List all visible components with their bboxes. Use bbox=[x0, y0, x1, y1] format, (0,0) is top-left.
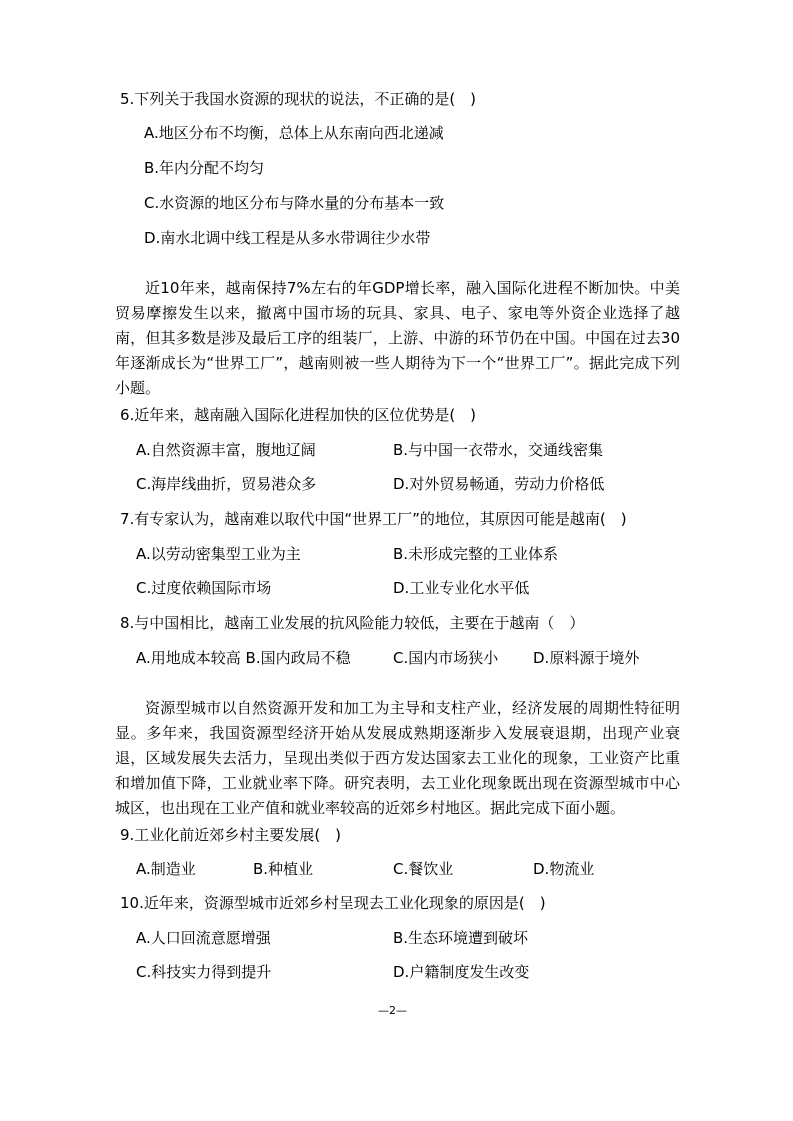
reading-passage-vietnam: 近10年来，越南保持7%左右的年GDP增长率，融入国际化进程不断加快。中美贸易摩擦发生以来，撤离中国市场的玩具、家具、电子、家电等外资企业选择了越南，但其多数是涉及最后工序的组装厂，上游、中游的环节仍在中国。中国在过去30年逐渐成长为“世界工厂”，越南则被一些人期待为下一个“世界工厂”。据此完成下列小题。 bbox=[115, 279, 680, 397]
question-10-option-b: B.生态环境遭到破坏 bbox=[393, 929, 529, 947]
question-8-option-c: C.国内市场狭小 bbox=[393, 649, 499, 667]
question-6-option-d: D.对外贸易畅通，劳动力价格低 bbox=[393, 475, 605, 493]
page-number: —2— bbox=[378, 1004, 407, 1017]
question-9-option-d: D.物流业 bbox=[533, 860, 595, 878]
question-6-stem: 6.近年来，越南融入国际化进程加快的区位优势是( ) bbox=[120, 406, 477, 424]
question-5-option-c: C.水资源的地区分布与降水量的分布基本一致 bbox=[144, 194, 445, 212]
question-7-option-c: C.过度依赖国际市场 bbox=[136, 579, 272, 597]
question-5-option-a: A.地区分布不均衡，总体上从东南向西北递减 bbox=[144, 124, 444, 142]
question-10-stem: 10.近年来，资源型城市近郊乡村呈现去工业化现象的原因是( ) bbox=[120, 894, 546, 912]
question-6-option-a: A.自然资源丰富，腹地辽阔 bbox=[136, 441, 316, 459]
question-10-option-d: D.户籍制度发生改变 bbox=[393, 963, 530, 981]
question-9-stem: 9.工业化前近郊乡村主要发展( ) bbox=[120, 826, 342, 844]
question-9-option-a: A.制造业 bbox=[136, 860, 196, 878]
question-7-option-a: A.以劳动密集型工业为主 bbox=[136, 545, 301, 563]
question-10-option-a: A.人口回流意愿增强 bbox=[136, 929, 271, 947]
question-7-option-b: B.未形成完整的工业体系 bbox=[393, 545, 559, 563]
question-8-option-d: D.原料源于境外 bbox=[533, 649, 640, 667]
reading-passage-resource-cities: 资源型城市以自然资源开发和加工为主导和支柱产业，经济发展的周期性特征明显。多年来，我国资源型经济开始从发展成熟期逐渐步入发展衰退期，出现产业衰退，区域发展失去活力，呈现出类似于西方发达国家去工业化的现象，工业资产比重和增加值下降，工业就业率下降。研究表明，去工业化现象既出现在资源型城市中心城区，也出现在工业产值和就业率较高的近郊乡村地区。据此完成下面小题。 bbox=[115, 699, 680, 817]
question-6-option-b: B.与中国一衣带水，交通线密集 bbox=[393, 441, 604, 459]
question-8-stem: 8.与中国相比，越南工业发展的抗风险能力较低，主要在于越南（ ） bbox=[120, 614, 585, 632]
question-5-option-d: D.南水北调中线工程是从多水带调往少水带 bbox=[144, 229, 431, 247]
question-6-option-c: C.海岸线曲折，贸易港众多 bbox=[136, 475, 317, 493]
question-10-option-c: C.科技实力得到提升 bbox=[136, 963, 272, 981]
question-5-option-b: B.年内分配不均匀 bbox=[144, 159, 265, 177]
question-7-option-d: D.工业专业化水平低 bbox=[393, 579, 530, 597]
question-9-option-c: C.餐饮业 bbox=[393, 860, 454, 878]
question-5-stem: 5.下列关于我国水资源的现状的说法，不正确的是( ) bbox=[120, 90, 477, 108]
question-7-stem: 7.有专家认为，越南难以取代中国“世界工厂”的地位，其原因可能是越南( ) bbox=[120, 510, 627, 528]
question-8-option-a-b: A.用地成本较高 B.国内政局不稳 bbox=[136, 649, 351, 667]
question-9-option-b: B.种植业 bbox=[253, 860, 314, 878]
